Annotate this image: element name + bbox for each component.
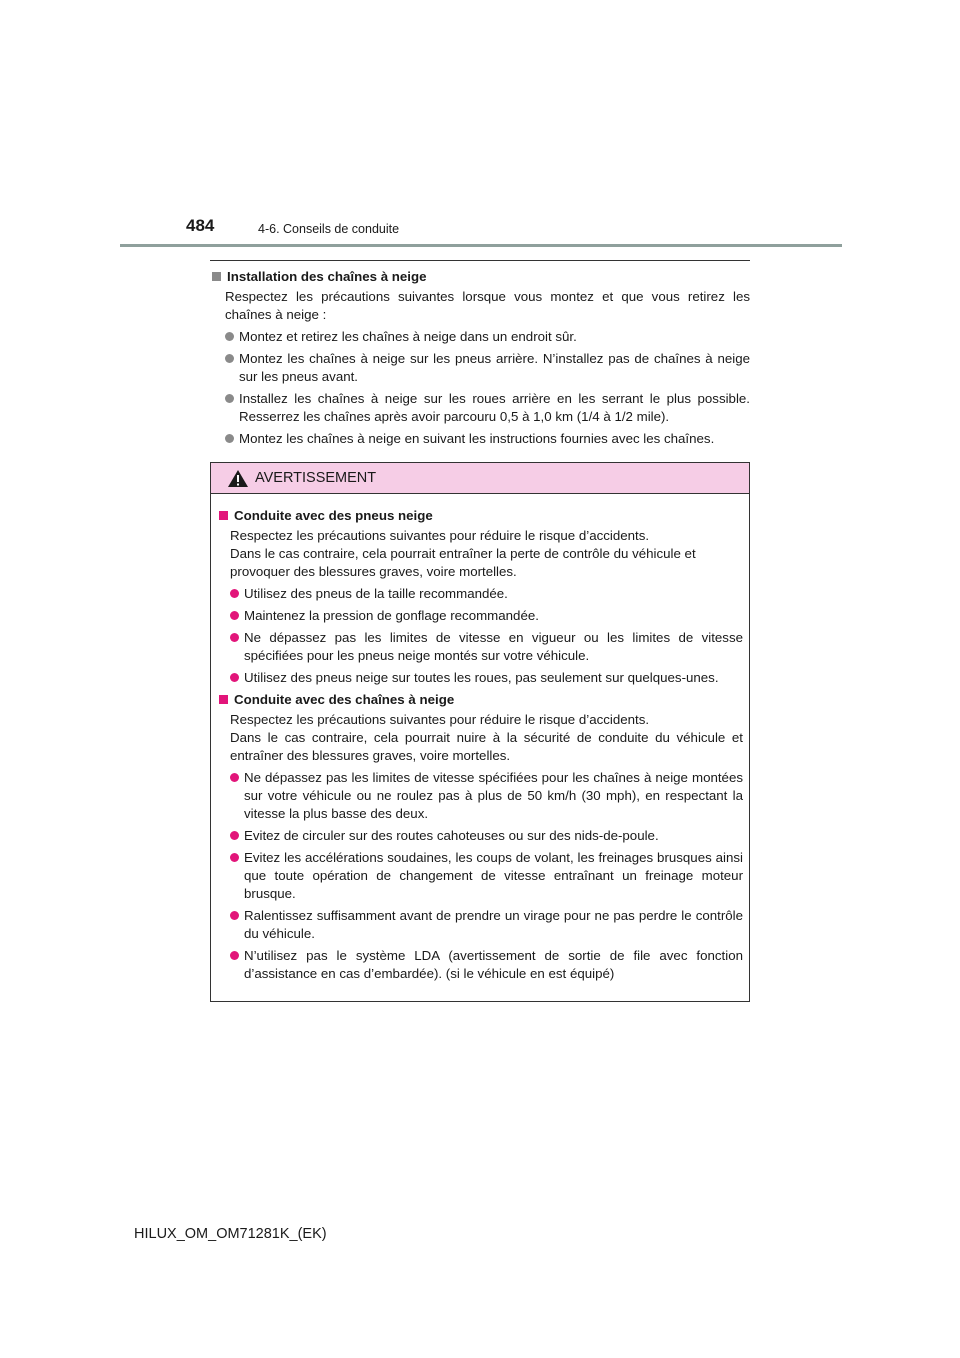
list-item-text: Evitez de circuler sur des routes cahoteuses ou sur des nids-de-poule. xyxy=(244,828,659,843)
section-title: 4-6. Conseils de conduite xyxy=(258,222,400,236)
circle-bullet-icon xyxy=(230,611,239,620)
list-item xyxy=(217,669,743,687)
list-item-text: N’utilisez pas le système LDA (avertissement de sortie de file avec fonction d’assistance en cas d’embardée). (si le véhicule en est équipé) xyxy=(244,948,743,981)
heading-text: Conduite avec des chaînes à neige xyxy=(234,692,455,707)
list-item-text: Evitez les accélérations soudaines, les coups de volant, les freinages brusques ainsi que toute opération de changement de vitesse entraînant un freinage moteur brusque. xyxy=(244,850,743,901)
list-item-text: Installez les chaînes à neige sur les roues arrière en les serrant le plus possible. Resserrez les chaînes après avoir parcouru 0,5 à 1,0 km (1/4 à 1/2 mile). xyxy=(239,391,750,424)
square-bullet-icon xyxy=(219,511,228,520)
list-item xyxy=(210,350,750,386)
list-item xyxy=(217,907,743,943)
list-item xyxy=(217,849,743,903)
list-item-text: Ne dépassez pas les limites de vitesse en vigueur ou les limites de vitesse spécifiées pour les pneus neige montés sur votre véhicule. xyxy=(244,630,743,663)
warning-body xyxy=(211,494,749,983)
circle-bullet-icon xyxy=(225,394,234,403)
warning-section-heading xyxy=(217,507,743,525)
warning-intro: Respectez les précautions suivantes pour réduire le risque d’accidents. Dans le cas contraire, cela pourrait nuire à la sécurité de conduite du véhicule et entraîner des blessures graves, voire mortelles. xyxy=(230,712,743,763)
circle-bullet-icon xyxy=(230,673,239,682)
warning-intro: Respectez les précautions suivantes pour réduire le risque d’accidents. Dans le cas contraire, cela pourrait entraîner la perte de contrôle du véhicule et provoquer des blessures graves, voire mortelles. xyxy=(230,528,696,579)
warning-title: AVERTISSEMENT xyxy=(255,470,377,486)
circle-bullet-icon xyxy=(230,633,239,642)
list-item xyxy=(217,629,743,665)
circle-bullet-icon xyxy=(225,434,234,443)
list-item-text: Ne dépassez pas les limites de vitesse spécifiées pour les chaînes à neige montées sur votre véhicule ou ne roulez pas à plus de 50 km/h (30 mph), en respectant la vitesse la plus basse des deux. xyxy=(244,770,743,821)
list-item-text: Montez les chaînes à neige en suivant les instructions fournies avec les chaînes. xyxy=(239,431,715,446)
list-item xyxy=(210,390,750,426)
circle-bullet-icon xyxy=(225,354,234,363)
square-bullet-icon xyxy=(212,272,221,281)
list-item xyxy=(217,827,743,845)
list-item-text: Maintenez la pression de gonflage recommandée. xyxy=(244,608,539,623)
heading-text: Installation des chaînes à neige xyxy=(227,269,427,284)
header-rule xyxy=(120,244,842,247)
list-item-text: Montez et retirez les chaînes à neige dans un endroit sûr. xyxy=(239,329,577,344)
list-item-text: Ralentissez suffisamment avant de prendre un virage pour ne pas perdre le contrôle du véhicule. xyxy=(244,908,743,941)
circle-bullet-icon xyxy=(230,951,239,960)
list-item xyxy=(217,585,743,603)
list-item-text: Utilisez des pneus de la taille recommandée. xyxy=(244,586,508,601)
circle-bullet-icon xyxy=(230,911,239,920)
list-item xyxy=(217,769,743,823)
intro-paragraph: Respectez les précautions suivantes lorsque vous montez et que vous retirez les chaînes à neige : xyxy=(225,289,750,322)
document-code: HILUX_OM_OM71281K_(EK) xyxy=(134,1226,327,1242)
warning-triangle-icon xyxy=(227,469,249,488)
list-item-text: Montez les chaînes à neige sur les pneus arrière. N’installez pas de chaînes à neige sur les pneus avant. xyxy=(239,351,750,384)
section-divider xyxy=(210,260,750,261)
warning-header xyxy=(211,463,749,494)
list-item xyxy=(217,947,743,983)
circle-bullet-icon xyxy=(230,831,239,840)
snow-chains-section xyxy=(210,268,750,448)
section-heading xyxy=(210,268,750,286)
warning-box xyxy=(210,462,750,1002)
list-item xyxy=(210,328,750,346)
list-item-text: Utilisez des pneus neige sur toutes les roues, pas seulement sur quelques-unes. xyxy=(244,670,719,685)
circle-bullet-icon xyxy=(230,853,239,862)
list-item xyxy=(210,430,750,448)
circle-bullet-icon xyxy=(230,589,239,598)
heading-text: Conduite avec des pneus neige xyxy=(234,508,433,523)
list-item xyxy=(217,607,743,625)
circle-bullet-icon xyxy=(225,332,234,341)
page-number: 484 xyxy=(186,216,215,235)
warning-section-heading xyxy=(217,691,743,709)
square-bullet-icon xyxy=(219,695,228,704)
circle-bullet-icon xyxy=(230,773,239,782)
